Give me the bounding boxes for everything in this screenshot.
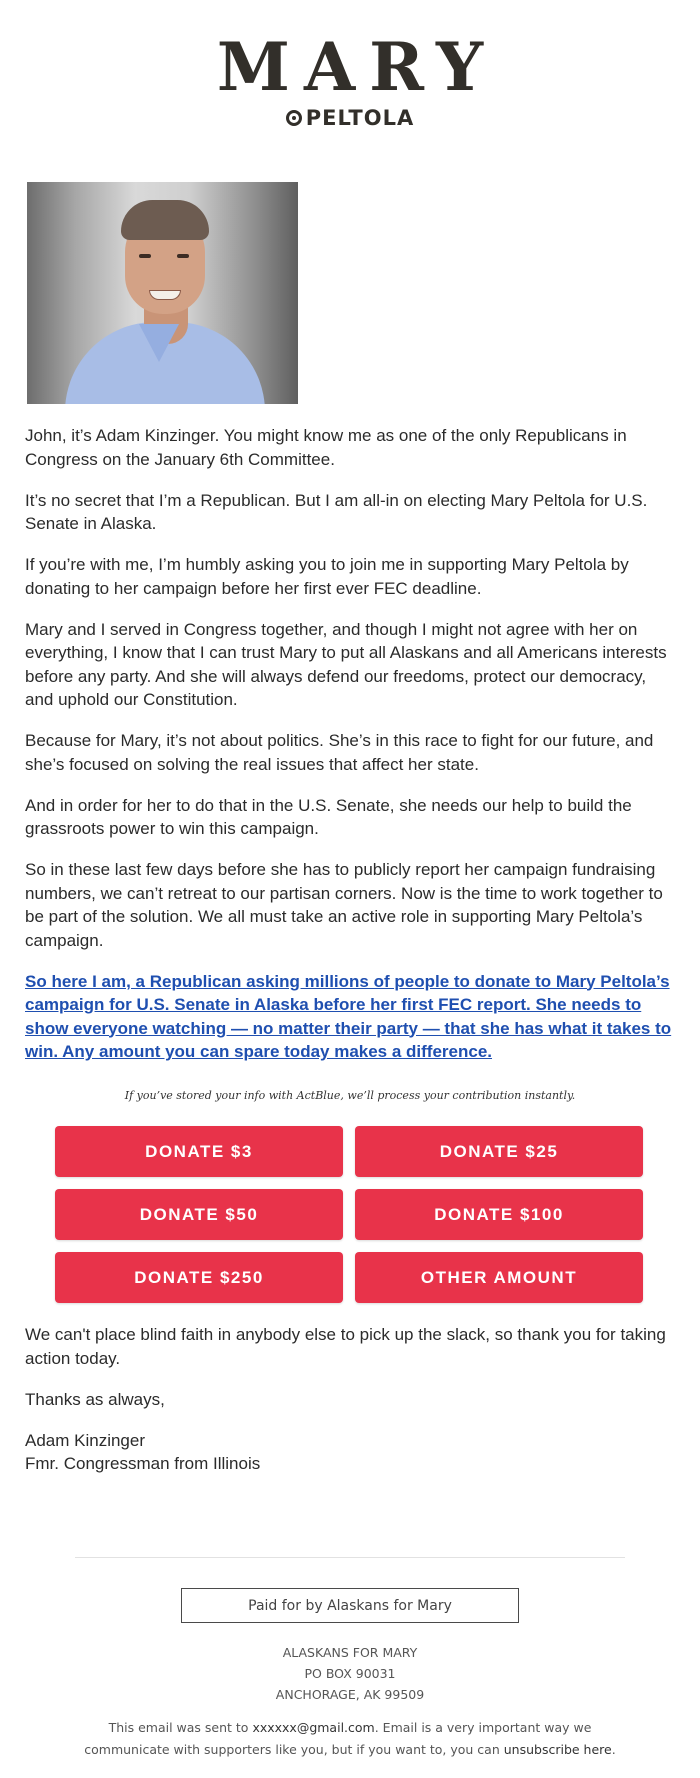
org-name: ALASKANS FOR MARY	[282, 1645, 418, 1660]
logo-sub	[0, 106, 700, 130]
logo-main-text: MARY	[216, 28, 498, 106]
closing-section	[25, 1323, 675, 1476]
sent-prefix: This email was sent to	[108, 1720, 253, 1735]
portrait-photo	[27, 182, 298, 404]
po-box: PO BOX 90031	[304, 1666, 396, 1681]
signature-title: Fmr. Congressman from Illinois	[25, 1454, 261, 1473]
target-icon	[286, 110, 302, 126]
mailing-address	[0, 1642, 700, 1705]
donate-250-button[interactable]: DONATE $250	[55, 1252, 343, 1303]
body-paragraph: John, it’s Adam Kinzinger. You might know me as one of the only Republicans in Congress on the January 6th Committee.	[25, 426, 627, 469]
closing-line: We can't place blind faith in anybody else to pick up the slack, so thank you for taking action today.	[25, 1325, 666, 1368]
donate-50-button[interactable]: DONATE $50	[55, 1189, 343, 1240]
signature-name: Adam Kinzinger	[25, 1430, 146, 1450]
email-body	[25, 424, 675, 1125]
body-paragraph: Mary and I served in Congress together, and though I might not agree with her on everything, I know that I can trust Mary to put all Alaskans and all Americans interests before any party. And she will always defend our freedoms, protect our democracy, and uphold our Constitution.	[25, 619, 667, 709]
donate-cta-link[interactable]: So here I am, a Republican asking millions of people to donate to Mary Peltola’s campaign for U.S. Senate in Alaska before her first FEC report. She needs to show everyone watching — no matter their party — that she has what it takes to win. Any amount you can spare today makes a difference.	[25, 971, 672, 1061]
sign-off: Thanks as always,	[25, 1389, 165, 1409]
donate-3-button[interactable]: DONATE $3	[55, 1126, 343, 1177]
body-paragraph: If you’re with me, I’m humbly asking you to join me in supporting Mary Peltola by donating to her campaign before her first ever FEC deadline.	[25, 555, 629, 598]
body-paragraph: It’s no secret that I’m a Republican. But I am all-in on electing Mary Peltola for U.S. Senate in Alaska.	[25, 490, 648, 533]
body-paragraph: So in these last few days before she has to publicly report her campaign fundraising numbers, we can’t retreat to our partisan corners. Now is the time to work together to be part of the solution. We all must take an active role in supporting Mary Peltola’s campaign.	[25, 860, 663, 950]
footer-divider	[75, 1557, 625, 1558]
actblue-note: If you’ve stored your info with ActBlue, we’ll process your contribution instantly.	[124, 1088, 576, 1102]
recipient-email: xxxxxx@gmail.com	[252, 1720, 375, 1735]
donate-25-button[interactable]: DONATE $25	[355, 1126, 643, 1177]
body-paragraph: Because for Mary, it’s not about politics. She’s in this race to fight for our future, and she’s focused on solving the real issues that affect her state.	[25, 731, 654, 774]
paid-for-disclaimer: Paid for by Alaskans for Mary	[181, 1588, 519, 1623]
logo-sub-text: PELTOLA	[305, 106, 415, 130]
sent-end: .	[611, 1742, 616, 1757]
body-paragraph: And in order for her to do that in the U.S. Senate, she needs our help to build the grassroots power to win this campaign.	[25, 795, 632, 838]
campaign-logo	[0, 28, 700, 130]
donate-100-button[interactable]: DONATE $100	[355, 1189, 643, 1240]
donate-button-grid	[55, 1126, 645, 1303]
footer-note	[80, 1717, 620, 1761]
other-amount-button[interactable]: OTHER AMOUNT	[355, 1252, 643, 1303]
city-state-zip: ANCHORAGE, AK 99509	[275, 1687, 425, 1702]
sent-suffix: . Email is a very important way we communicate with supporters like you, but if you want to, you can	[84, 1720, 592, 1757]
unsubscribe-link[interactable]: unsubscribe here	[503, 1742, 612, 1757]
